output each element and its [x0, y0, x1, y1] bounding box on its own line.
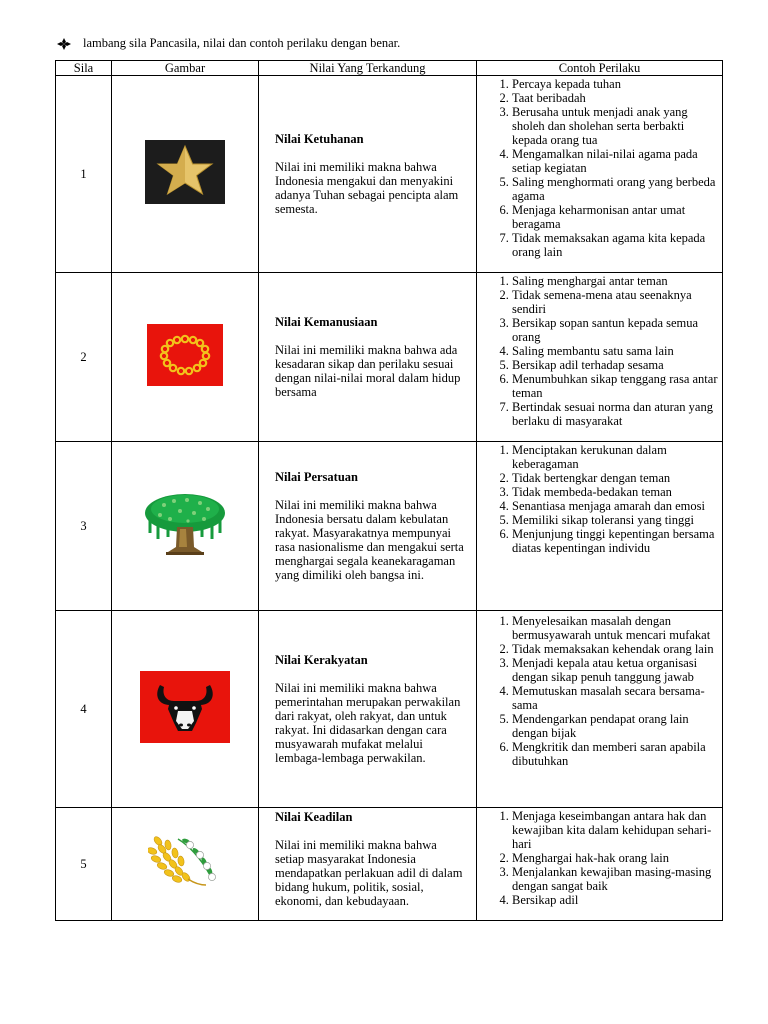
perilaku-cell — [477, 76, 723, 273]
gambar-cell — [112, 808, 259, 921]
list-item: 3. Menjalankan kewajiban masing-masing dengan sangat baik — [512, 865, 718, 893]
nilai-cell — [259, 442, 477, 611]
list-item: 3. Berusaha untuk menjadi anak yang sholeh dan sholehan serta berbakti kepada orang tua — [512, 105, 718, 147]
list-item: 3. Tidak membeda-bedakan teman — [512, 485, 718, 499]
nilai-title: Nilai Ketuhanan — [275, 132, 364, 146]
list-item: 1. Saling menghargai antar teman — [512, 274, 718, 288]
header-nilai: Nilai Yang Terkandung — [259, 61, 477, 76]
list-item: 1. Percaya kepada tuhan — [512, 77, 718, 91]
table-row — [56, 611, 723, 808]
list-item: 4. Bersikap adil — [512, 893, 718, 907]
perilaku-list — [477, 77, 722, 259]
table-row — [56, 808, 723, 921]
nilai-cell — [259, 611, 477, 808]
list-item: 2. Tidak semena-mena atau seenaknya sendiri — [512, 288, 718, 316]
nilai-cell — [259, 808, 477, 921]
list-item: 4. Senantiasa menjaga amarah dan emosi — [512, 499, 718, 513]
nilai-description: Nilai ini memiliki makna bahwa pemerintahan merupakan perwakilan dari rakyat, oleh rakyat, dan untuk rakyat. Ini didasarkan dengan cara musyawarah mufakat melalui lembaga-lembaga perwakilan. — [275, 681, 461, 765]
nilai-title: Nilai Keadilan — [275, 810, 353, 824]
nilai-cell — [259, 76, 477, 273]
list-item: 2. Menghargai hak-hak orang lain — [512, 851, 718, 865]
nilai-title: Nilai Kemanusiaan — [275, 315, 378, 329]
list-item: 4. Saling membantu satu sama lain — [512, 344, 718, 358]
list-item: 5. Saling menghormati orang yang berbeda agama — [512, 175, 718, 203]
list-item: 6. Mengkritik dan memberi saran apabila dibutuhkan — [512, 740, 718, 768]
perilaku-list — [477, 809, 722, 907]
list-item: 2. Tidak memaksakan kehendak orang lain — [512, 642, 718, 656]
gambar-cell — [112, 442, 259, 611]
sila-number: 3 — [56, 442, 112, 611]
list-item: 4. Memutuskan masalah secara bersama-sama — [512, 684, 718, 712]
nilai-description: Nilai ini memiliki makna bahwa setiap masyarakat Indonesia mendapatkan perlakuan adil di dalam bidang hukum, politik, sosial, ekonomi, dan kebudayaan. — [275, 838, 463, 908]
header-gambar: Gambar — [112, 61, 259, 76]
star-emblem-icon — [145, 140, 225, 204]
gambar-cell — [112, 273, 259, 442]
perilaku-list — [477, 614, 722, 768]
nilai-title: Nilai Persatuan — [275, 470, 358, 484]
nilai-title: Nilai Kerakyatan — [275, 653, 368, 667]
list-item: 7. Bertindak sesuai norma dan aturan yang berlaku di masyarakat — [512, 400, 718, 428]
list-item: 7. Tidak memaksakan agama kita kepada orang lain — [512, 231, 718, 259]
perilaku-cell — [477, 442, 723, 611]
list-item: 5. Bersikap adil terhadap sesama — [512, 358, 718, 372]
perilaku-list — [477, 443, 722, 555]
list-item: 3. Menjadi kepala atau ketua organisasi dengan sikap penuh tanggung jawab — [512, 656, 718, 684]
pancasila-table — [55, 60, 723, 921]
nilai-cell — [259, 273, 477, 442]
list-item: 1. Menjaga keseimbangan antara hak dan kewajiban kita dalam kehidupan sehari-hari — [512, 809, 718, 851]
rice-cotton-emblem-icon — [148, 831, 222, 893]
gambar-cell — [112, 611, 259, 808]
table-row — [56, 76, 723, 273]
sila-number: 2 — [56, 273, 112, 442]
list-item: 1. Menyelesaikan masalah dengan bermusyawarah untuk mencari mufakat — [512, 614, 718, 642]
perilaku-cell — [477, 611, 723, 808]
bull-head-emblem-icon — [140, 671, 230, 743]
intro-text: lambang sila Pancasila, nilai dan contoh perilaku dengan benar. — [83, 36, 401, 50]
list-item: 6. Menumbuhkan sikap tenggang rasa antar teman — [512, 372, 718, 400]
nilai-description: Nilai ini memiliki makna bahwa Indonesia mengakui dan menyakini adanya Tuhan sebagai pencipta alam semesta. — [275, 160, 459, 216]
table-header-row — [56, 61, 723, 76]
diamond-bullet-icon — [57, 38, 71, 50]
header-perilaku: Contoh Perilaku — [477, 61, 723, 76]
table-row — [56, 273, 723, 442]
nilai-description: Nilai ini memiliki makna bahwa ada kesadaran sikap dan perilaku sesuai dengan nilai-nilai moral dalam hidup bersama — [275, 343, 461, 399]
sila-number: 4 — [56, 611, 112, 808]
list-item: 2. Tidak bertengkar dengan teman — [512, 471, 718, 485]
sila-number: 5 — [56, 808, 112, 921]
gambar-cell — [112, 76, 259, 273]
header-sila: Sila — [56, 61, 112, 76]
perilaku-cell — [477, 808, 723, 921]
nilai-description: Nilai ini memiliki makna bahwa Indonesia bersatu dalam kebulatan rakyat. Masyarakatnya mempunyai rasa nasionalisme dan mengakui serta menghargai segala keanekaragaman yang dimiliki oleh bangsa ini. — [275, 498, 464, 582]
perilaku-cell — [477, 273, 723, 442]
list-item: 5. Mendengarkan pendapat orang lain dengan bijak — [512, 712, 718, 740]
list-item: 6. Menjaga keharmonisan antar umat beragama — [512, 203, 718, 231]
list-item: 1. Menciptakan kerukunan dalam keberagaman — [512, 443, 718, 471]
list-item: 4. Mengamalkan nilai-nilai agama pada setiap kegiatan — [512, 147, 718, 175]
list-item: 6. Menjunjung tinggi kepentingan bersama diatas kepentingan individu — [512, 527, 718, 555]
chain-emblem-icon — [147, 324, 223, 386]
sila-number: 1 — [56, 76, 112, 273]
list-item: 5. Memiliki sikap toleransi yang tinggi — [512, 513, 718, 527]
perilaku-list — [477, 274, 722, 428]
list-item: 3. Bersikap sopan santun kepada semua orang — [512, 316, 718, 344]
table-row — [56, 442, 723, 611]
intro-line — [57, 36, 400, 51]
banyan-tree-emblem-icon — [142, 491, 228, 557]
list-item: 2. Taat beribadah — [512, 91, 718, 105]
